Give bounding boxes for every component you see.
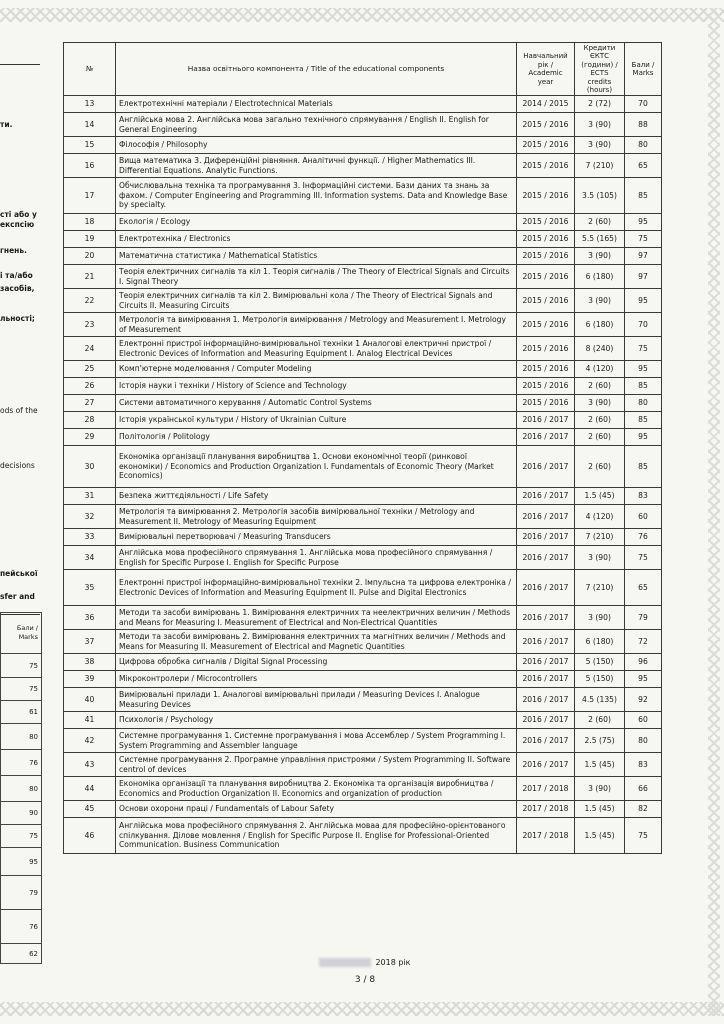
table-row <box>64 378 662 395</box>
column-header-title: Назва освітнього компонента / Title of the educational components <box>116 43 517 96</box>
cell-title: Вимірювальні перетворювачі / Measuring Transducers <box>116 529 517 546</box>
cell-title: Екологія / Ecology <box>116 214 517 231</box>
decorative-border-bottom <box>0 1002 724 1016</box>
cell-number: 18 <box>64 214 116 231</box>
cell-year: 2015 / 2016 <box>517 395 575 412</box>
cell-number: 42 <box>64 729 116 753</box>
cell-year: 2015 / 2016 <box>517 265 575 289</box>
cell-number: 43 <box>64 753 116 777</box>
cell-title: Економіка організації та планування виробництва 2. Економіка та організація виробництва / Economics and Production Organization II. Economics and organization of production <box>116 777 517 801</box>
cell-credits: 5 (150) <box>575 654 625 671</box>
cell-credits: 3 (90) <box>575 395 625 412</box>
cell: 79 <box>1 876 42 910</box>
table-row <box>64 818 662 854</box>
text-fragment: sfer and <box>0 592 35 601</box>
cell-marks: 85 <box>625 446 662 488</box>
cell-marks: 95 <box>625 429 662 446</box>
column-header-year: Навчальний рік / Academic year <box>517 43 575 96</box>
cell-title: Метрологія та вимірювання 1. Метрологія вимірювання / Metrology and Measurement I. Metrology of Measurement <box>116 313 517 337</box>
cell-title: Електротехніка / Electronics <box>116 231 517 248</box>
divider <box>0 64 40 65</box>
cell: 76 <box>1 750 42 776</box>
cell-marks: 79 <box>625 606 662 630</box>
cell-marks: 80 <box>625 729 662 753</box>
cell-year: 2016 / 2017 <box>517 671 575 688</box>
cell-marks: 95 <box>625 361 662 378</box>
decorative-border-right <box>708 8 720 1016</box>
cell-number: 46 <box>64 818 116 854</box>
cell-marks: 95 <box>625 289 662 313</box>
cell-number: 19 <box>64 231 116 248</box>
text-fragment: експсію <box>0 220 35 229</box>
cell-credits: 7 (210) <box>575 570 625 606</box>
table-row <box>64 446 662 488</box>
redacted-document-number <box>319 958 371 967</box>
table-row <box>64 753 662 777</box>
cell-title: Електронні пристрої інформаційно-вимірювальної техніки 1 Аналогові електричні пристрої / Electronic Devices of Information and Measuring Equipment I. Analog Electrical Devices <box>116 337 517 361</box>
cell-year: 2016 / 2017 <box>517 488 575 505</box>
table-row <box>64 337 662 361</box>
cell-marks: 95 <box>625 671 662 688</box>
cell-number: 44 <box>64 777 116 801</box>
cell-title: Психологія / Psychology <box>116 712 517 729</box>
table-row <box>64 606 662 630</box>
cell-credits: 3 (90) <box>575 289 625 313</box>
cell-year: 2016 / 2017 <box>517 446 575 488</box>
cell-credits: 2 (60) <box>575 214 625 231</box>
cell-title: Цифрова обробка сигналів / Digital Signal Processing <box>116 654 517 671</box>
cell-marks: 97 <box>625 265 662 289</box>
table-row <box>64 178 662 214</box>
cell-title: Методи та засоби вимірювань 1. Вимірювання електричних та неелектричних величин / Methods and Means for Measuring I. Measurement of Electrical and Non-Electrical Quantities <box>116 606 517 630</box>
cell-year: 2016 / 2017 <box>517 630 575 654</box>
cell-title: Комп'ютерне моделювання / Computer Modeling <box>116 361 517 378</box>
column-header: Бали / Marks <box>1 613 42 654</box>
cell-marks: 70 <box>625 313 662 337</box>
cell-marks: 75 <box>625 546 662 570</box>
cell-credits: 6 (180) <box>575 313 625 337</box>
cell-credits: 6 (180) <box>575 630 625 654</box>
cell-title: Англійська мова професійного спрямування 2. Англійська моваа для професійно-орієнтованого спілкування. Ділове мовлення / English for Specific Purpose II. Englise for Professional-Oriented Communication. Business Communication <box>116 818 517 854</box>
text-fragment: ти. <box>0 120 13 129</box>
table-row <box>64 488 662 505</box>
cell-credits: 2 (60) <box>575 712 625 729</box>
cell-credits: 4.5 (135) <box>575 688 625 712</box>
table-row <box>64 801 662 818</box>
cell-marks: 65 <box>625 570 662 606</box>
cell-year: 2016 / 2017 <box>517 570 575 606</box>
table-row <box>64 96 662 113</box>
cell-marks: 83 <box>625 753 662 777</box>
table-row <box>64 654 662 671</box>
cell: 75 <box>1 678 42 701</box>
cell-credits: 3 (90) <box>575 546 625 570</box>
cell-year: 2014 / 2015 <box>517 96 575 113</box>
cell-year: 2015 / 2016 <box>517 378 575 395</box>
cell-credits: 3 (90) <box>575 606 625 630</box>
table-row <box>64 248 662 265</box>
table-row <box>64 688 662 712</box>
text-fragment: гнень. <box>0 246 27 255</box>
cell-marks: 96 <box>625 654 662 671</box>
cell-credits: 5 (150) <box>575 671 625 688</box>
cell-year: 2015 / 2016 <box>517 337 575 361</box>
cell-marks: 85 <box>625 378 662 395</box>
cell-credits: 1.5 (45) <box>575 488 625 505</box>
cell-title: Системи автоматичного керування / Automatic Control Systems <box>116 395 517 412</box>
cell-credits: 7 (210) <box>575 529 625 546</box>
text-fragment: льності; <box>0 314 35 323</box>
cell-title: Метрологія та вимірювання 2. Метрологія засобів вимірювальної техніки / Metrology and Measurement II. Metrology of Measuring Equipment <box>116 505 517 529</box>
cell-marks: 60 <box>625 505 662 529</box>
table-row <box>64 630 662 654</box>
table-row <box>64 505 662 529</box>
column-header-no: № <box>64 43 116 96</box>
cell-marks: 95 <box>625 214 662 231</box>
table-row <box>64 154 662 178</box>
cell-year: 2016 / 2017 <box>517 729 575 753</box>
cell-credits: 3 (90) <box>575 248 625 265</box>
cell-credits: 1.5 (45) <box>575 801 625 818</box>
cell-year: 2016 / 2017 <box>517 529 575 546</box>
table-row <box>64 113 662 137</box>
cell-title: Історія української культури / History of Ukrainian Culture <box>116 412 517 429</box>
cell: 75 <box>1 654 42 678</box>
cell-number: 25 <box>64 361 116 378</box>
cell-year: 2016 / 2017 <box>517 546 575 570</box>
cell-year: 2016 / 2017 <box>517 688 575 712</box>
cell-year: 2017 / 2018 <box>517 777 575 801</box>
cell-credits: 1.5 (45) <box>575 818 625 854</box>
table-row <box>64 777 662 801</box>
cell-year: 2015 / 2016 <box>517 214 575 231</box>
cell-number: 21 <box>64 265 116 289</box>
cell-number: 41 <box>64 712 116 729</box>
cell-title: Електротехнічні матеріали / Electrotechnical Materials <box>116 96 517 113</box>
text-fragment: засобів, <box>0 284 35 293</box>
cell-marks: 72 <box>625 630 662 654</box>
cell-marks: 75 <box>625 231 662 248</box>
table-row <box>64 570 662 606</box>
cell-year: 2015 / 2016 <box>517 178 575 214</box>
cell-marks: 85 <box>625 412 662 429</box>
cell-title: Англійська мова професійного спрямування 1. Англійська мова професійного спрямування / English for Specific Purpose I. English for Specific Purpose <box>116 546 517 570</box>
cell-year: 2015 / 2016 <box>517 154 575 178</box>
cell-year: 2016 / 2017 <box>517 654 575 671</box>
cell-marks: 75 <box>625 337 662 361</box>
cell-title: Математична статистика / Mathematical Statistics <box>116 248 517 265</box>
table-header-row <box>64 43 662 96</box>
cell-marks: 85 <box>625 178 662 214</box>
cell-title: Обчислювальна техніка та програмування 3. Інформаційні системи. Бази даних та знань за фахом. / Computer Engineering and Programming III. Information systems. Data and Knowledge Base by specialty. <box>116 178 517 214</box>
cell-marks: 88 <box>625 113 662 137</box>
cell-number: 22 <box>64 289 116 313</box>
cell-number: 23 <box>64 313 116 337</box>
cell-number: 34 <box>64 546 116 570</box>
cell-marks: 66 <box>625 777 662 801</box>
table-row <box>64 395 662 412</box>
cell-number: 29 <box>64 429 116 446</box>
document-year-line <box>290 958 440 967</box>
text-fragment: ods of the <box>0 406 38 415</box>
cell-year: 2015 / 2016 <box>517 113 575 137</box>
cell-year: 2015 / 2016 <box>517 248 575 265</box>
table-row <box>64 546 662 570</box>
cell-number: 20 <box>64 248 116 265</box>
cell: 95 <box>1 848 42 876</box>
cell-title: Вимірювальні прилади 1. Аналогові вимірювальні прилади / Measuring Devices I. Analogue Measuring Devices <box>116 688 517 712</box>
cell-number: 13 <box>64 96 116 113</box>
cell-year: 2016 / 2017 <box>517 505 575 529</box>
cell-title: Політологія / Politology <box>116 429 517 446</box>
cell: 76 <box>1 910 42 944</box>
cell-year: 2016 / 2017 <box>517 412 575 429</box>
cell: 62 <box>1 944 42 964</box>
cell-marks: 60 <box>625 712 662 729</box>
cell-credits: 2 (60) <box>575 446 625 488</box>
cell-year: 2017 / 2018 <box>517 818 575 854</box>
cell-credits: 1.5 (45) <box>575 753 625 777</box>
cell-number: 38 <box>64 654 116 671</box>
document-year: 2018 рік <box>375 958 411 967</box>
table-row <box>64 313 662 337</box>
cell: 90 <box>1 802 42 825</box>
table-row <box>64 231 662 248</box>
cell-year: 2015 / 2016 <box>517 231 575 248</box>
cell-number: 45 <box>64 801 116 818</box>
cell-year: 2015 / 2016 <box>517 313 575 337</box>
cell-title: Методи та засоби вимірювань 2. Вимірювання електричних та магнітних величин / Methods and Means for Measuring II. Measurement of Electrical and Magnetic Quantities <box>116 630 517 654</box>
cell-credits: 4 (120) <box>575 505 625 529</box>
cell-marks: 70 <box>625 96 662 113</box>
table-row <box>64 529 662 546</box>
cell-number: 39 <box>64 671 116 688</box>
cell-number: 28 <box>64 412 116 429</box>
text-fragment: і та/або <box>0 271 33 280</box>
educational-components-table <box>63 42 662 854</box>
cell-title: Електронні пристрої інформаційно-вимірювальної техніки 2. Імпульсна та цифрова електроніка / Electronic Devices of Information and Measuring Equipment II. Pulse and Digital Electronics <box>116 570 517 606</box>
column-header-credits: Кредити ЄКТС (години) / ECTS credits (hours) <box>575 43 625 96</box>
cell-title: Теорія електричних сигналів та кіл 2. Вимірювальні кола / The Theory of Electrical Signals and Circuits II. Measuring Circuits <box>116 289 517 313</box>
table-row <box>64 729 662 753</box>
text-fragment: decisions <box>0 461 35 470</box>
cell-number: 24 <box>64 337 116 361</box>
cell-marks: 76 <box>625 529 662 546</box>
cell-marks: 75 <box>625 818 662 854</box>
cell-marks: 65 <box>625 154 662 178</box>
table-row <box>64 265 662 289</box>
cell-credits: 4 (120) <box>575 361 625 378</box>
table-row <box>64 712 662 729</box>
cell-year: 2017 / 2018 <box>517 801 575 818</box>
table-row <box>64 412 662 429</box>
cell: 61 <box>1 701 42 724</box>
cell-number: 33 <box>64 529 116 546</box>
cell-title: Економіка організації планування виробництва 1. Основи економічної теорії (ринкової економіки) / Economics and Production Organization I. Fundamentals of Economic Theory (Market Economics) <box>116 446 517 488</box>
cell-credits: 2 (60) <box>575 378 625 395</box>
table-row <box>64 671 662 688</box>
cell-title: Мікроконтролери / Microcontrollers <box>116 671 517 688</box>
cell-marks: 97 <box>625 248 662 265</box>
cell-number: 35 <box>64 570 116 606</box>
cell-year: 2015 / 2016 <box>517 137 575 154</box>
cell-credits: 2 (72) <box>575 96 625 113</box>
cell-credits: 7 (210) <box>575 154 625 178</box>
cell-credits: 3.5 (105) <box>575 178 625 214</box>
cell-marks: 80 <box>625 395 662 412</box>
cell-marks: 92 <box>625 688 662 712</box>
column-header-marks: Бали / Marks <box>625 43 662 96</box>
cell: 80 <box>1 776 42 802</box>
cell-marks: 80 <box>625 137 662 154</box>
cell-number: 17 <box>64 178 116 214</box>
cell-number: 26 <box>64 378 116 395</box>
cell-year: 2015 / 2016 <box>517 289 575 313</box>
cell-title: Системне програмування 2. Програмне управління пристроями / System Programming II. Software centrol of devices <box>116 753 517 777</box>
cell-credits: 2.5 (75) <box>575 729 625 753</box>
cell-year: 2016 / 2017 <box>517 753 575 777</box>
cell-title: Безпека життєдіяльності / Life Safety <box>116 488 517 505</box>
cell-number: 31 <box>64 488 116 505</box>
cell-title: Теорія електричних сигналів та кіл 1. Теорія сигналів / The Theory of Electrical Signals and Circuits I. Signal Theory <box>116 265 517 289</box>
text-fragment: сті або у <box>0 210 37 219</box>
cell: 80 <box>1 724 42 750</box>
cell-title: Основи охорони праці / Fundamentals of Labour Safety <box>116 801 517 818</box>
table-row <box>64 429 662 446</box>
cell-year: 2015 / 2016 <box>517 361 575 378</box>
previous-page-marks-table <box>0 612 42 964</box>
table-row <box>64 137 662 154</box>
cell-number: 32 <box>64 505 116 529</box>
cell-number: 15 <box>64 137 116 154</box>
cell-year: 2016 / 2017 <box>517 429 575 446</box>
cell-marks: 83 <box>625 488 662 505</box>
table-row <box>64 289 662 313</box>
cell-number: 36 <box>64 606 116 630</box>
cell-credits: 8 (240) <box>575 337 625 361</box>
cell-title: Вища математика 3. Диференційні рівняння. Аналітичні функції. / Higher Mathematics III. Differential Equations. Analytic Functions. <box>116 154 517 178</box>
cell-number: 14 <box>64 113 116 137</box>
cell-number: 37 <box>64 630 116 654</box>
cell-year: 2016 / 2017 <box>517 712 575 729</box>
cell-credits: 5.5 (165) <box>575 231 625 248</box>
cell: 75 <box>1 825 42 848</box>
cell-title: Системне програмування 1. Системне програмування і мова Ассемблер / System Programming I. System Programming and Assembler language <box>116 729 517 753</box>
cell-number: 40 <box>64 688 116 712</box>
cell-year: 2016 / 2017 <box>517 606 575 630</box>
cell-number: 16 <box>64 154 116 178</box>
cell-marks: 82 <box>625 801 662 818</box>
text-fragment: пейської <box>0 569 38 578</box>
cell-number: 30 <box>64 446 116 488</box>
cell-credits: 6 (180) <box>575 265 625 289</box>
decorative-border-top <box>0 8 724 22</box>
cell-credits: 3 (90) <box>575 777 625 801</box>
table-row <box>64 214 662 231</box>
cell-credits: 3 (90) <box>575 113 625 137</box>
cell-credits: 3 (90) <box>575 137 625 154</box>
cell-title: Англійська мова 2. Англійська мова загально технічного спрямування / English II. English for General Engineering <box>116 113 517 137</box>
page-number: 3 / 8 <box>354 975 376 985</box>
cell-title: Історія науки і техніки / History of Science and Technology <box>116 378 517 395</box>
cell-title: Філософія / Philosophy <box>116 137 517 154</box>
cell-number: 27 <box>64 395 116 412</box>
cell-credits: 2 (60) <box>575 412 625 429</box>
table-row <box>64 361 662 378</box>
cell-credits: 2 (60) <box>575 429 625 446</box>
